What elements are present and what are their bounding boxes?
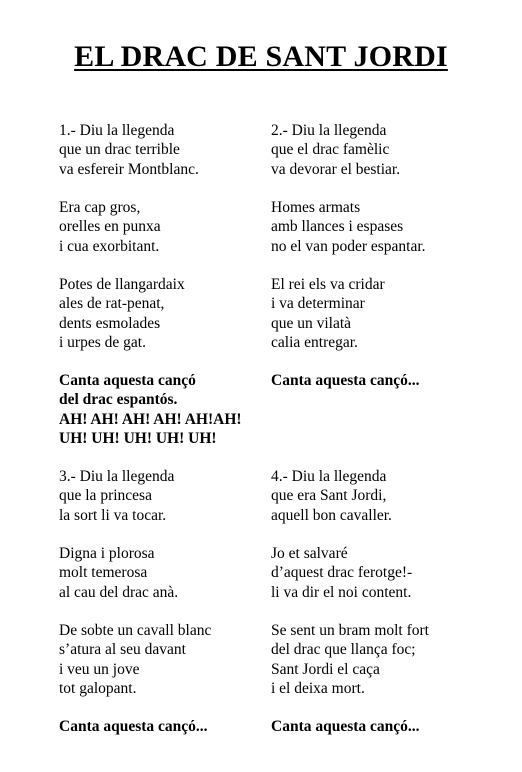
verse-line: del drac que llança foc; bbox=[271, 641, 416, 659]
verse-line: que un drac terrible bbox=[59, 141, 180, 159]
verse-line: Potes de llangardaix bbox=[59, 276, 185, 293]
stanza-1-verse-1 bbox=[59, 121, 291, 179]
verse-line: calia entregar. bbox=[271, 333, 358, 351]
verse-line: Homes armats bbox=[271, 199, 361, 216]
verse-line: va devorar el bestiar. bbox=[271, 160, 401, 178]
verse-line: aquell bon cavaller. bbox=[271, 506, 392, 524]
stanza-3-chorus bbox=[59, 717, 291, 736]
stanza-2-verse-1 bbox=[271, 121, 503, 179]
verse-line: 1.- Diu la llegenda bbox=[59, 122, 175, 139]
stanza-1-verse-2 bbox=[59, 198, 291, 256]
verse-line: que el drac famèlic bbox=[271, 141, 390, 159]
verse-line: i veu un jove bbox=[59, 660, 140, 678]
stanza-1-verse-3 bbox=[59, 275, 291, 352]
verse-line: Se sent un bram molt fort bbox=[271, 622, 429, 639]
chorus-line: Canta aquesta cançó bbox=[59, 372, 196, 389]
stanza-4-verse-1 bbox=[271, 467, 503, 525]
verse-line: que la princesa bbox=[59, 487, 152, 505]
verse-line: s’atura al seu davant bbox=[59, 641, 186, 659]
verse-line: i cua exorbitant. bbox=[59, 237, 160, 255]
stanza-2-verse-2 bbox=[271, 198, 503, 256]
verse-line: al cau del drac anà. bbox=[59, 583, 179, 601]
verse-line: amb llances i espases bbox=[271, 218, 404, 236]
verse-line: Era cap gros, bbox=[59, 199, 141, 216]
verse-line: i va determinar bbox=[271, 295, 365, 313]
verse-line: Digna i plorosa bbox=[59, 545, 155, 562]
verse-line: que un vilatà bbox=[271, 314, 352, 332]
stanza-4-verse-3 bbox=[271, 621, 503, 698]
chorus-line: Canta aquesta cançó... bbox=[271, 718, 420, 735]
verse-line: molt temerosa bbox=[59, 564, 148, 582]
verse-line: i el deixa mort. bbox=[271, 679, 365, 697]
verse-line: d’aquest drac ferotge!- bbox=[271, 564, 413, 582]
verse-line: la sort li va tocar. bbox=[59, 506, 167, 524]
stanza-3-verse-2 bbox=[59, 544, 291, 602]
stanza-2-chorus bbox=[271, 371, 503, 390]
verse-line: i urpes de gat. bbox=[59, 333, 146, 351]
chorus-line: UH! UH! UH! UH! UH! bbox=[59, 429, 217, 447]
stanza-4-verse-2 bbox=[271, 544, 503, 602]
verse-line: De sobte un cavall blanc bbox=[59, 622, 212, 639]
stanza-1-chorus bbox=[59, 371, 291, 448]
stanza-2-verse-3 bbox=[271, 275, 503, 352]
chorus-line: Canta aquesta cançó... bbox=[59, 718, 208, 735]
stanza-4-chorus bbox=[271, 717, 503, 736]
chorus-line: del drac espantós. bbox=[59, 391, 178, 409]
verse-line: 2.- Diu la llegenda bbox=[271, 122, 387, 139]
verse-line: que era Sant Jordi, bbox=[271, 487, 387, 505]
page-title: EL DRAC DE SANT JORDI bbox=[74, 40, 448, 73]
verse-line: tot galopant. bbox=[59, 679, 137, 697]
chorus-line: AH! AH! AH! AH! AH!AH! bbox=[59, 410, 242, 428]
verse-line: 4.- Diu la llegenda bbox=[271, 468, 387, 485]
verse-line: 3.- Diu la llegenda bbox=[59, 468, 175, 485]
verse-line: li va dir el noi content. bbox=[271, 583, 412, 601]
stanza-3-verse-3 bbox=[59, 621, 291, 698]
verse-line: orelles en punxa bbox=[59, 218, 161, 236]
chorus-line: Canta aquesta cançó... bbox=[271, 372, 420, 389]
verse-line: va esfereir Montblanc. bbox=[59, 160, 199, 178]
verse-line: Jo et salvaré bbox=[271, 545, 348, 562]
verse-line: no el van poder espantar. bbox=[271, 237, 426, 255]
stanza-3-verse-1 bbox=[59, 467, 291, 525]
verse-line: El rei els va cridar bbox=[271, 276, 385, 293]
verse-line: Sant Jordi el caça bbox=[271, 660, 380, 678]
verse-line: dents esmolades bbox=[59, 314, 161, 332]
verse-line: ales de rat-penat, bbox=[59, 295, 165, 313]
